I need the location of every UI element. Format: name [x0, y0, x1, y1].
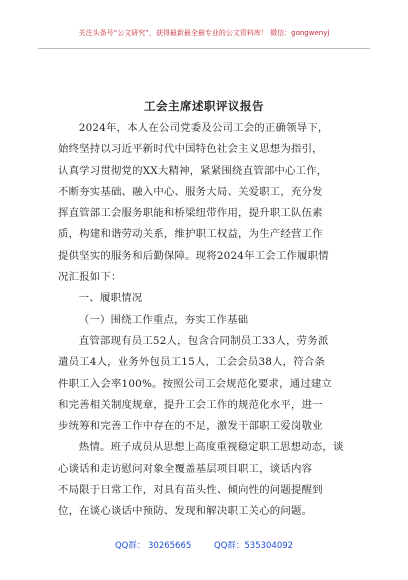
body-line: 质，构建和谐劳动关系，维护职工权益，为生产经营工作	[58, 228, 323, 241]
body-line: 不断夯实基础、融入中心、服务大局、关爱职工，充分发	[58, 185, 323, 198]
body-line: 况汇报如下：	[58, 271, 122, 284]
qq-group-footer	[0, 539, 408, 551]
subsection-heading: （一）围绕工作重点，夯实工作基础	[78, 313, 249, 326]
body-line: 位，在谈心谈话中预防、发现和解决职工关心的问题。	[58, 505, 313, 518]
qq-group-1: QQ群： 30265665	[114, 541, 192, 551]
body-line: 步统筹和完善工作中存在的不足，激发干部职工爱岗敬业	[58, 420, 323, 433]
body-line: 件职工入会率100%。按照公司工会规范化要求，通过建立	[58, 377, 333, 390]
section-heading: 一、履职情况	[78, 292, 143, 305]
body-line: 不局限于日常工作，对具有苗头性、倾向性的问题提醒到	[58, 484, 323, 497]
document-body	[58, 118, 356, 523]
body-line: 心谈话和走访慰问对象全覆盖基层项目职工，谈话内容	[58, 462, 313, 475]
body-line: 和完善相关制度规章，提升工会工作的规范化水平，进一	[58, 398, 323, 411]
body-line: 始终坚持以习近平新时代中国特色社会主义思想为指引，	[58, 143, 323, 156]
body-line: 认真学习贯彻党的XX大精神，紧紧围绕直管部中心工作，	[58, 164, 328, 177]
body-line: 提供坚实的服务和后勤保障。现将2024年工会工作履职情	[58, 249, 329, 262]
body-line: 2024年，本人在公司党委及公司工会的正确领导下，	[78, 122, 329, 134]
body-line: 热情。班子成员从思想上高度重视稳定职工思想动态，谈	[78, 441, 344, 454]
body-line: 直管部现有员工52人，包含合同制员工33人，劳务派	[78, 334, 329, 347]
body-line: 挥直管部工会服务职能和桥梁纽带作用，提升职工队伍素	[58, 207, 323, 220]
document-title: 工会主席述职评议报告	[144, 99, 264, 113]
body-line: 遣员工4人，业务外包员工15人，工会会员38人，符合条	[58, 356, 326, 369]
header-divider	[38, 48, 370, 49]
promo-banner: 关注头条号“公文研究”，获得最新最全最专业的公文资料库！ 微信：gongwenyj	[78, 29, 330, 37]
qq-group-2: QQ群：535304092	[214, 541, 294, 551]
